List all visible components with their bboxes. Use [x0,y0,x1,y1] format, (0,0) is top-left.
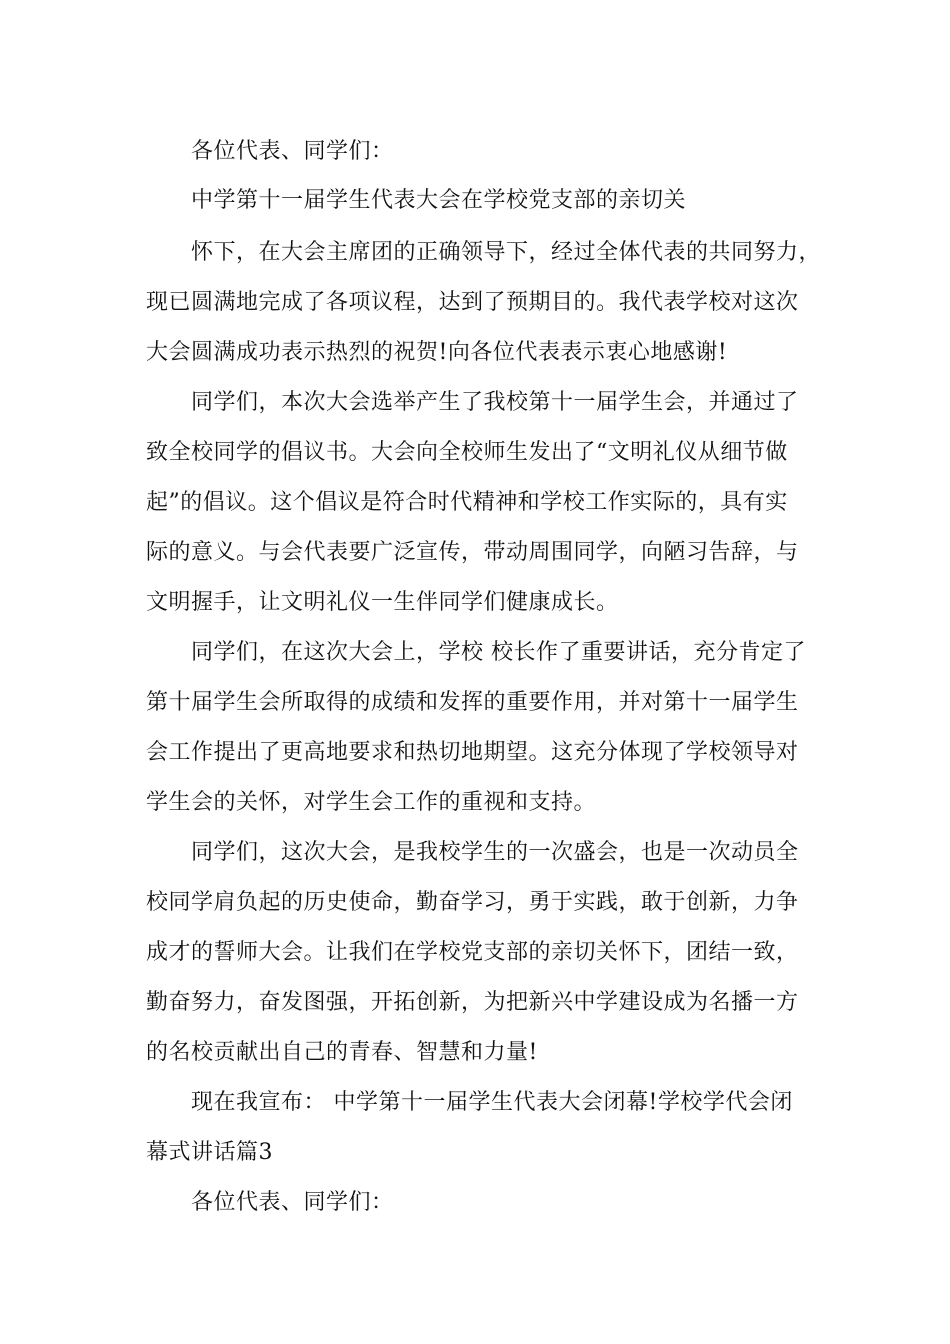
paragraph-line: 勤奋努力，奋发图强，开拓创新，为把新兴中学建设成为名播一方 [146,990,799,1015]
section-heading: 幕式讲话篇3 [146,1140,273,1165]
paragraph-line: 文明握手，让文明礼仪一生伴同学们健康成长。 [146,590,619,615]
paragraph-line: 成才的誓师大会。让我们在学校党支部的亲切关怀下，团结一致， [146,940,799,965]
paragraph-line: 第十届学生会所取得的成绩和发挥的重要作用，并对第十一届学生 [146,690,799,715]
paragraph-line: 致全校同学的倡议书。大会向全校师生发出了“文明礼仪从细节做 [146,440,788,465]
paragraph-line: 中学第十一届学生代表大会在学校党支部的亲切关 [191,188,687,213]
paragraph-line: 的名校贡献出自己的青春、智慧和力量! [146,1040,538,1065]
paragraph-line: 现已圆满地完成了各项议程，达到了预期目的。我代表学校对这次 [146,290,799,315]
paragraph-line: 怀下，在大会主席团的正确领导下，经过全体代表的共同努力， [191,240,822,265]
paragraph-line: 同学们，这次大会，是我校学生的一次盛会，也是一次动员全 [191,840,799,865]
paragraph-line: 同学们，在这次大会上，学校 校长作了重要讲话，充分肯定了 [191,640,806,665]
paragraph-line: 现在我宣布： 中学第十一届学生代表大会闭幕!学校学代会闭 [191,1090,793,1115]
paragraph-line: 际的意义。与会代表要广泛宣传，带动周围同学，向陋习告辞，与 [146,540,799,565]
paragraph-line: 同学们，本次大会选举产生了我校第十一届学生会，并通过了 [191,390,799,415]
paragraph-line: 起”的倡议。这个倡议是符合时代精神和学校工作实际的，具有实 [146,490,788,515]
salutation: 各位代表、同学们： [191,139,394,164]
paragraph-line: 校同学肩负起的历史使命，勤奋学习，勇于实践，敢于创新，力争 [146,890,799,915]
paragraph-line: 大会圆满成功表示热烈的祝贺!向各位代表表示衷心地感谢! [146,340,728,365]
paragraph-line: 会工作提出了更高地要求和热切地期望。这充分体现了学校领导对 [146,740,799,765]
paragraph-line: 学生会的关怀，对学生会工作的重视和支持。 [146,790,597,815]
salutation: 各位代表、同学们： [191,1190,394,1215]
